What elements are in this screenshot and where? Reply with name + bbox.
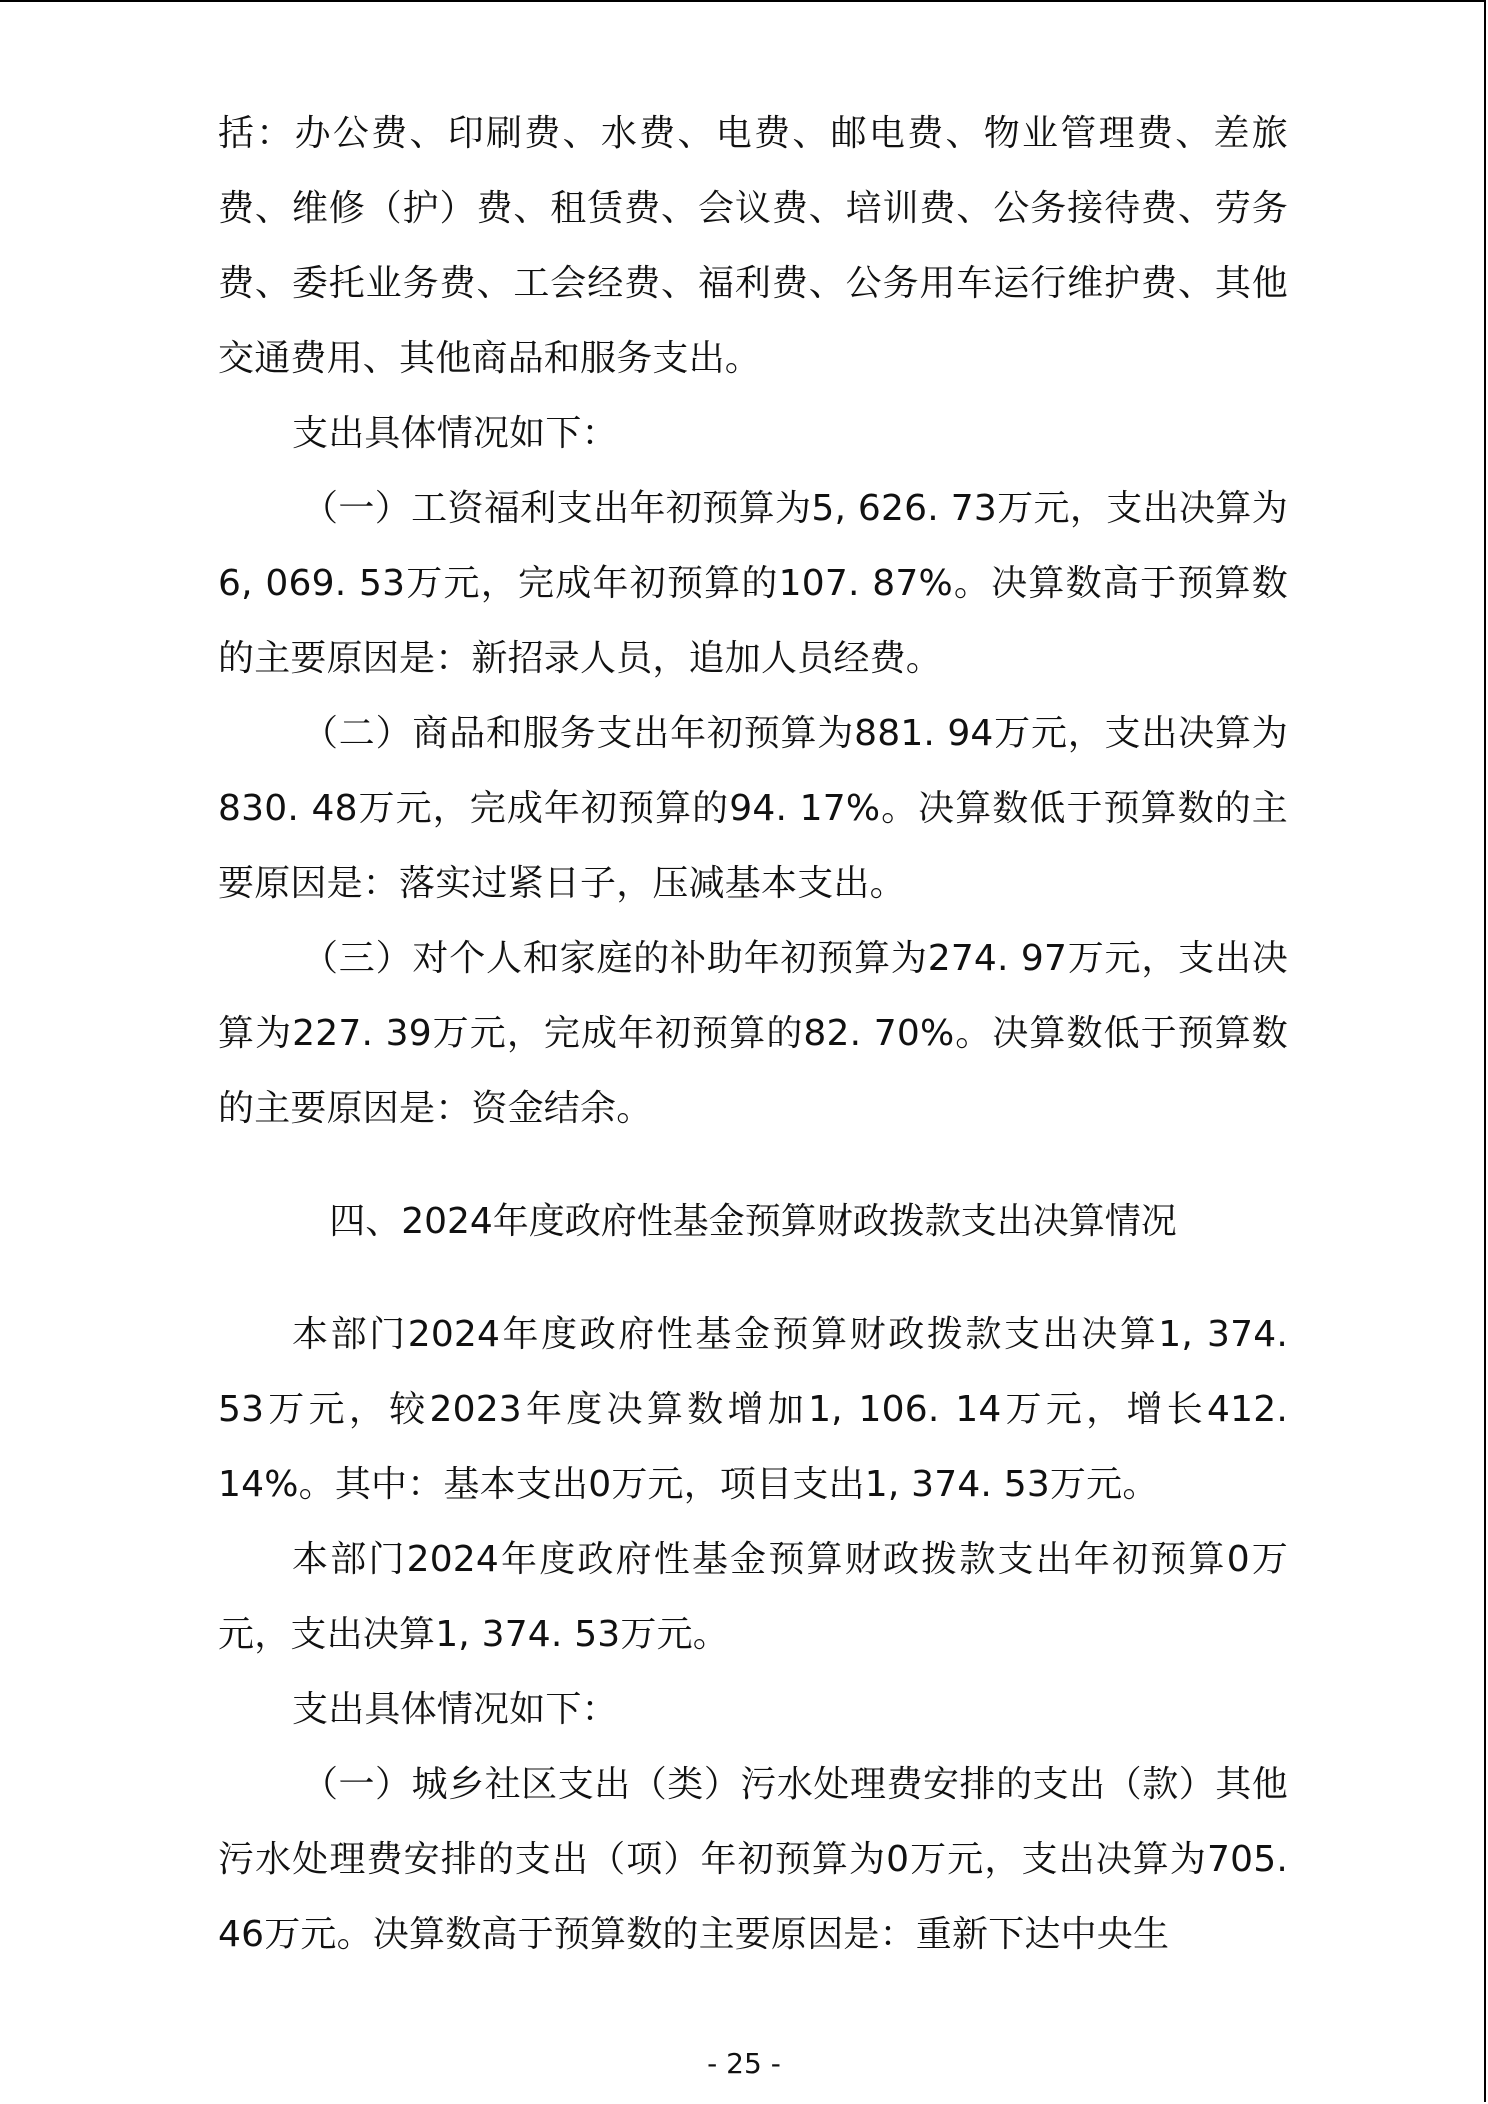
fund-summary-paragraph: 本部门2024年度政府性基金预算财政拨款支出决算1, 374. 53万元，较2023年度决算数增加1, 106. 14万元，增长412. 14%。其中：基本支出0万元，项目支出1, 374. 53万元。 bbox=[218, 1314, 1288, 1505]
details-intro-paragraph: 支出具体情况如下： bbox=[292, 1689, 618, 1730]
expense-item-paragraph: （二）商品和服务支出年初预算为881. 94万元，支出决算为830. 48万元，完成年初预算的94. 17%。决算数低于预算数的主要原因是：落实过紧日子，压减基本支出。 bbox=[218, 713, 1288, 904]
fund-item-paragraph: （一）城乡社区支出（类）污水处理费安排的支出（款）其他污水处理费安排的支出（项）年初预算为0万元，支出决算为705. 46万元。决算数高于预算数的主要原因是：重新下达中央生 bbox=[218, 1764, 1288, 1955]
document-body bbox=[218, 96, 1288, 1972]
carry-over-paragraph: 括：办公费、印刷费、水费、电费、邮电费、物业管理费、差旅费、维修（护）费、租赁费、会议费、培训费、公务接待费、劳务费、委托业务费、工会经费、福利费、公务用车运行维护费、其他交通费用、其他商品和服务支出。 bbox=[218, 113, 1288, 379]
fund-budget-paragraph: 本部门2024年度政府性基金预算财政拨款支出年初预算0万元，支出决算1, 374. 53万元。 bbox=[218, 1539, 1288, 1655]
page-number: - 25 - bbox=[707, 2047, 781, 2080]
expense-item-paragraph: （一）工资福利支出年初预算为5, 626. 73万元，支出决算为6, 069. 53万元，完成年初预算的107. 87%。决算数高于预算数的主要原因是：新招录人员，追加人员经费。 bbox=[218, 488, 1288, 679]
expense-item-paragraph: （三）对个人和家庭的补助年初预算为274. 97万元，支出决算为227. 39万元，完成年初预算的82. 70%。决算数低于预算数的主要原因是：资金结余。 bbox=[218, 938, 1288, 1129]
details-intro-paragraph: 支出具体情况如下： bbox=[292, 413, 618, 454]
section-heading: 四、2024年度政府性基金预算财政拨款支出决算情况 bbox=[329, 1201, 1177, 1242]
